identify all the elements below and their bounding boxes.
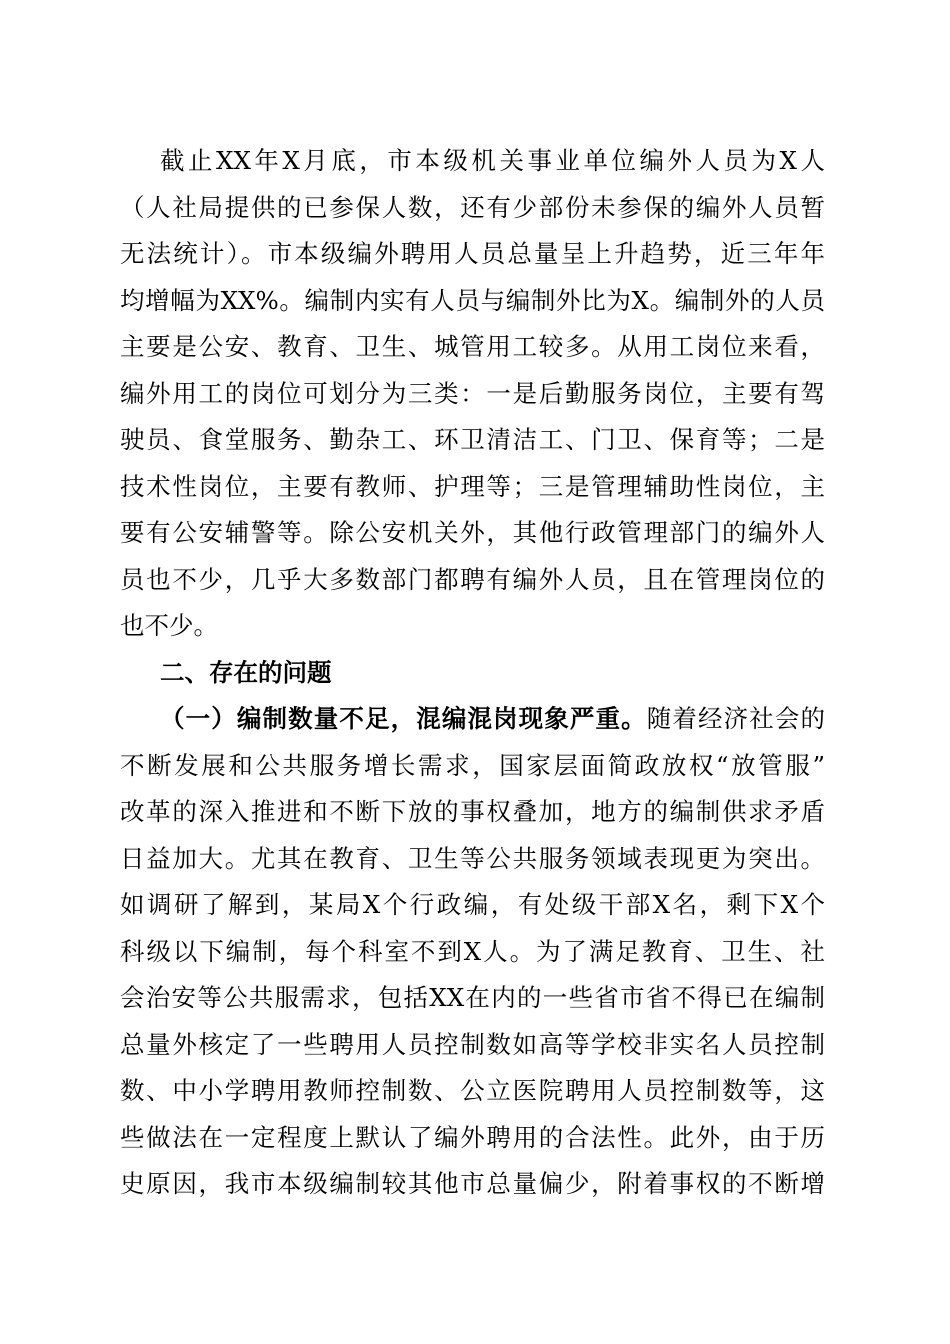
text-line: （人社局提供的已参保人数，还有少部份未参保的编外人员暂	[120, 192, 825, 222]
text-span: 随着经济社会的	[646, 704, 826, 733]
paragraph-staffing-overview	[120, 138, 825, 650]
text-line: 些做法在一定程度上默认了编外聘用的合法性。此外，由于历	[120, 1122, 825, 1152]
subheading-bold: （一）编制数量不足，混编混岗现象严重。	[160, 704, 647, 733]
text-line: 无法统计）。市本级编外聘用人员总量呈上升趋势，近三年年	[120, 239, 825, 268]
document-page	[120, 138, 825, 1208]
text-line: 要有公安辅警等。除公安机关外，其他行政管理部门的编外人	[120, 518, 825, 547]
text-line: 史原因，我市本级编制较其他市总量偏少，附着事权的不断增	[120, 1169, 825, 1198]
text-line: 也不少。	[120, 611, 218, 640]
text-line: 主要是公安、教育、卫生、城管用工较多。从用工岗位来看，	[120, 332, 825, 361]
text-line: 截止XX年X月底，市本级机关事业单位编外人员为X人	[160, 146, 825, 175]
text-line: 数、中小学聘用教师控制数、公立医院聘用人员控制数等，这	[120, 1076, 825, 1105]
text-line: 会治安等公共服需求，包括XX在内的一些省市省不得已在编制	[120, 983, 825, 1012]
text-line: 科级以下编制，每个科室不到X人。为了满足教育、卫生、社	[120, 936, 825, 966]
text-line	[120, 696, 825, 743]
text-line: 驶员、食堂服务、勤杂工、环卫清洁工、门卫、保育等；二是	[120, 425, 825, 454]
text-line: 如调研了解到，某局X个行政编，有处级干部X名，剩下X个	[120, 890, 825, 919]
text-line: 编外用工的岗位可划分为三类：一是后勤服务岗位，主要有驾	[120, 378, 825, 408]
paragraph-staffing-shortage	[120, 696, 825, 1208]
text-line: 员也不少，几乎大多数部门都聘有编外人员，且在管理岗位的	[120, 564, 825, 594]
text-line: 技术性岗位，主要有教师、护理等；三是管理辅助性岗位，主	[120, 471, 825, 501]
section-heading: 二、存在的问题	[160, 657, 332, 687]
text-line: 总量外核定了一些聘用人员控制数如高等学校非实名人员控制	[120, 1029, 825, 1059]
text-line: 改革的深入推进和不断下放的事权叠加，地方的编制供求矛盾	[120, 797, 825, 826]
text-line: 均增幅为XX%。编制内实有人员与编制外比为X。编制外的人员	[120, 285, 825, 315]
text-line: 日益加大。尤其在教育、卫生等公共服务领域表现更为突出。	[120, 843, 825, 873]
text-line: 不断发展和公共服务增长需求，国家层面简政放权“放管服”	[120, 750, 825, 780]
